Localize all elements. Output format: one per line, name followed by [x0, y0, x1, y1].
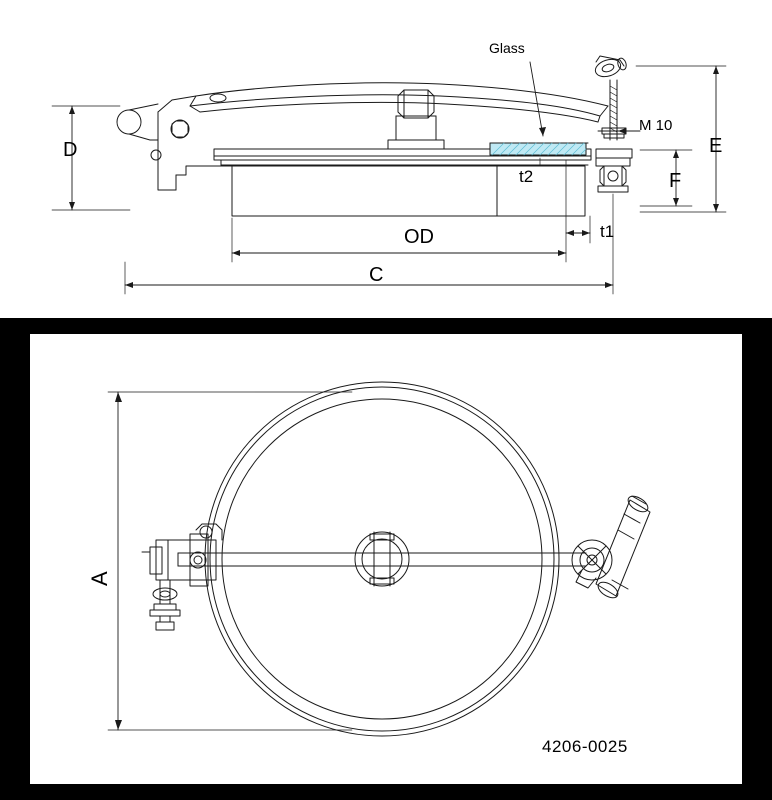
dimension-t2-label: t2	[519, 167, 534, 186]
dimension-e-label: E	[709, 135, 723, 157]
side-elevation-view	[0, 0, 772, 318]
thread-spec-label: M 10	[639, 117, 673, 134]
dimension-t1-label: t1	[600, 222, 615, 241]
drawing-number-label: 4206-0025	[542, 737, 628, 756]
dimension-d-label: D	[63, 139, 78, 161]
plan-view-geometry	[30, 334, 742, 784]
dimension-c-label: C	[369, 264, 384, 286]
plan-view-panel	[0, 318, 772, 800]
dimension-a-label: A	[87, 571, 112, 586]
side-view-geometry	[0, 0, 772, 318]
dimension-od-label: OD	[404, 226, 434, 248]
glass-label: Glass	[489, 40, 525, 56]
plan-view	[30, 334, 742, 784]
dimension-f-label: F	[669, 170, 682, 192]
